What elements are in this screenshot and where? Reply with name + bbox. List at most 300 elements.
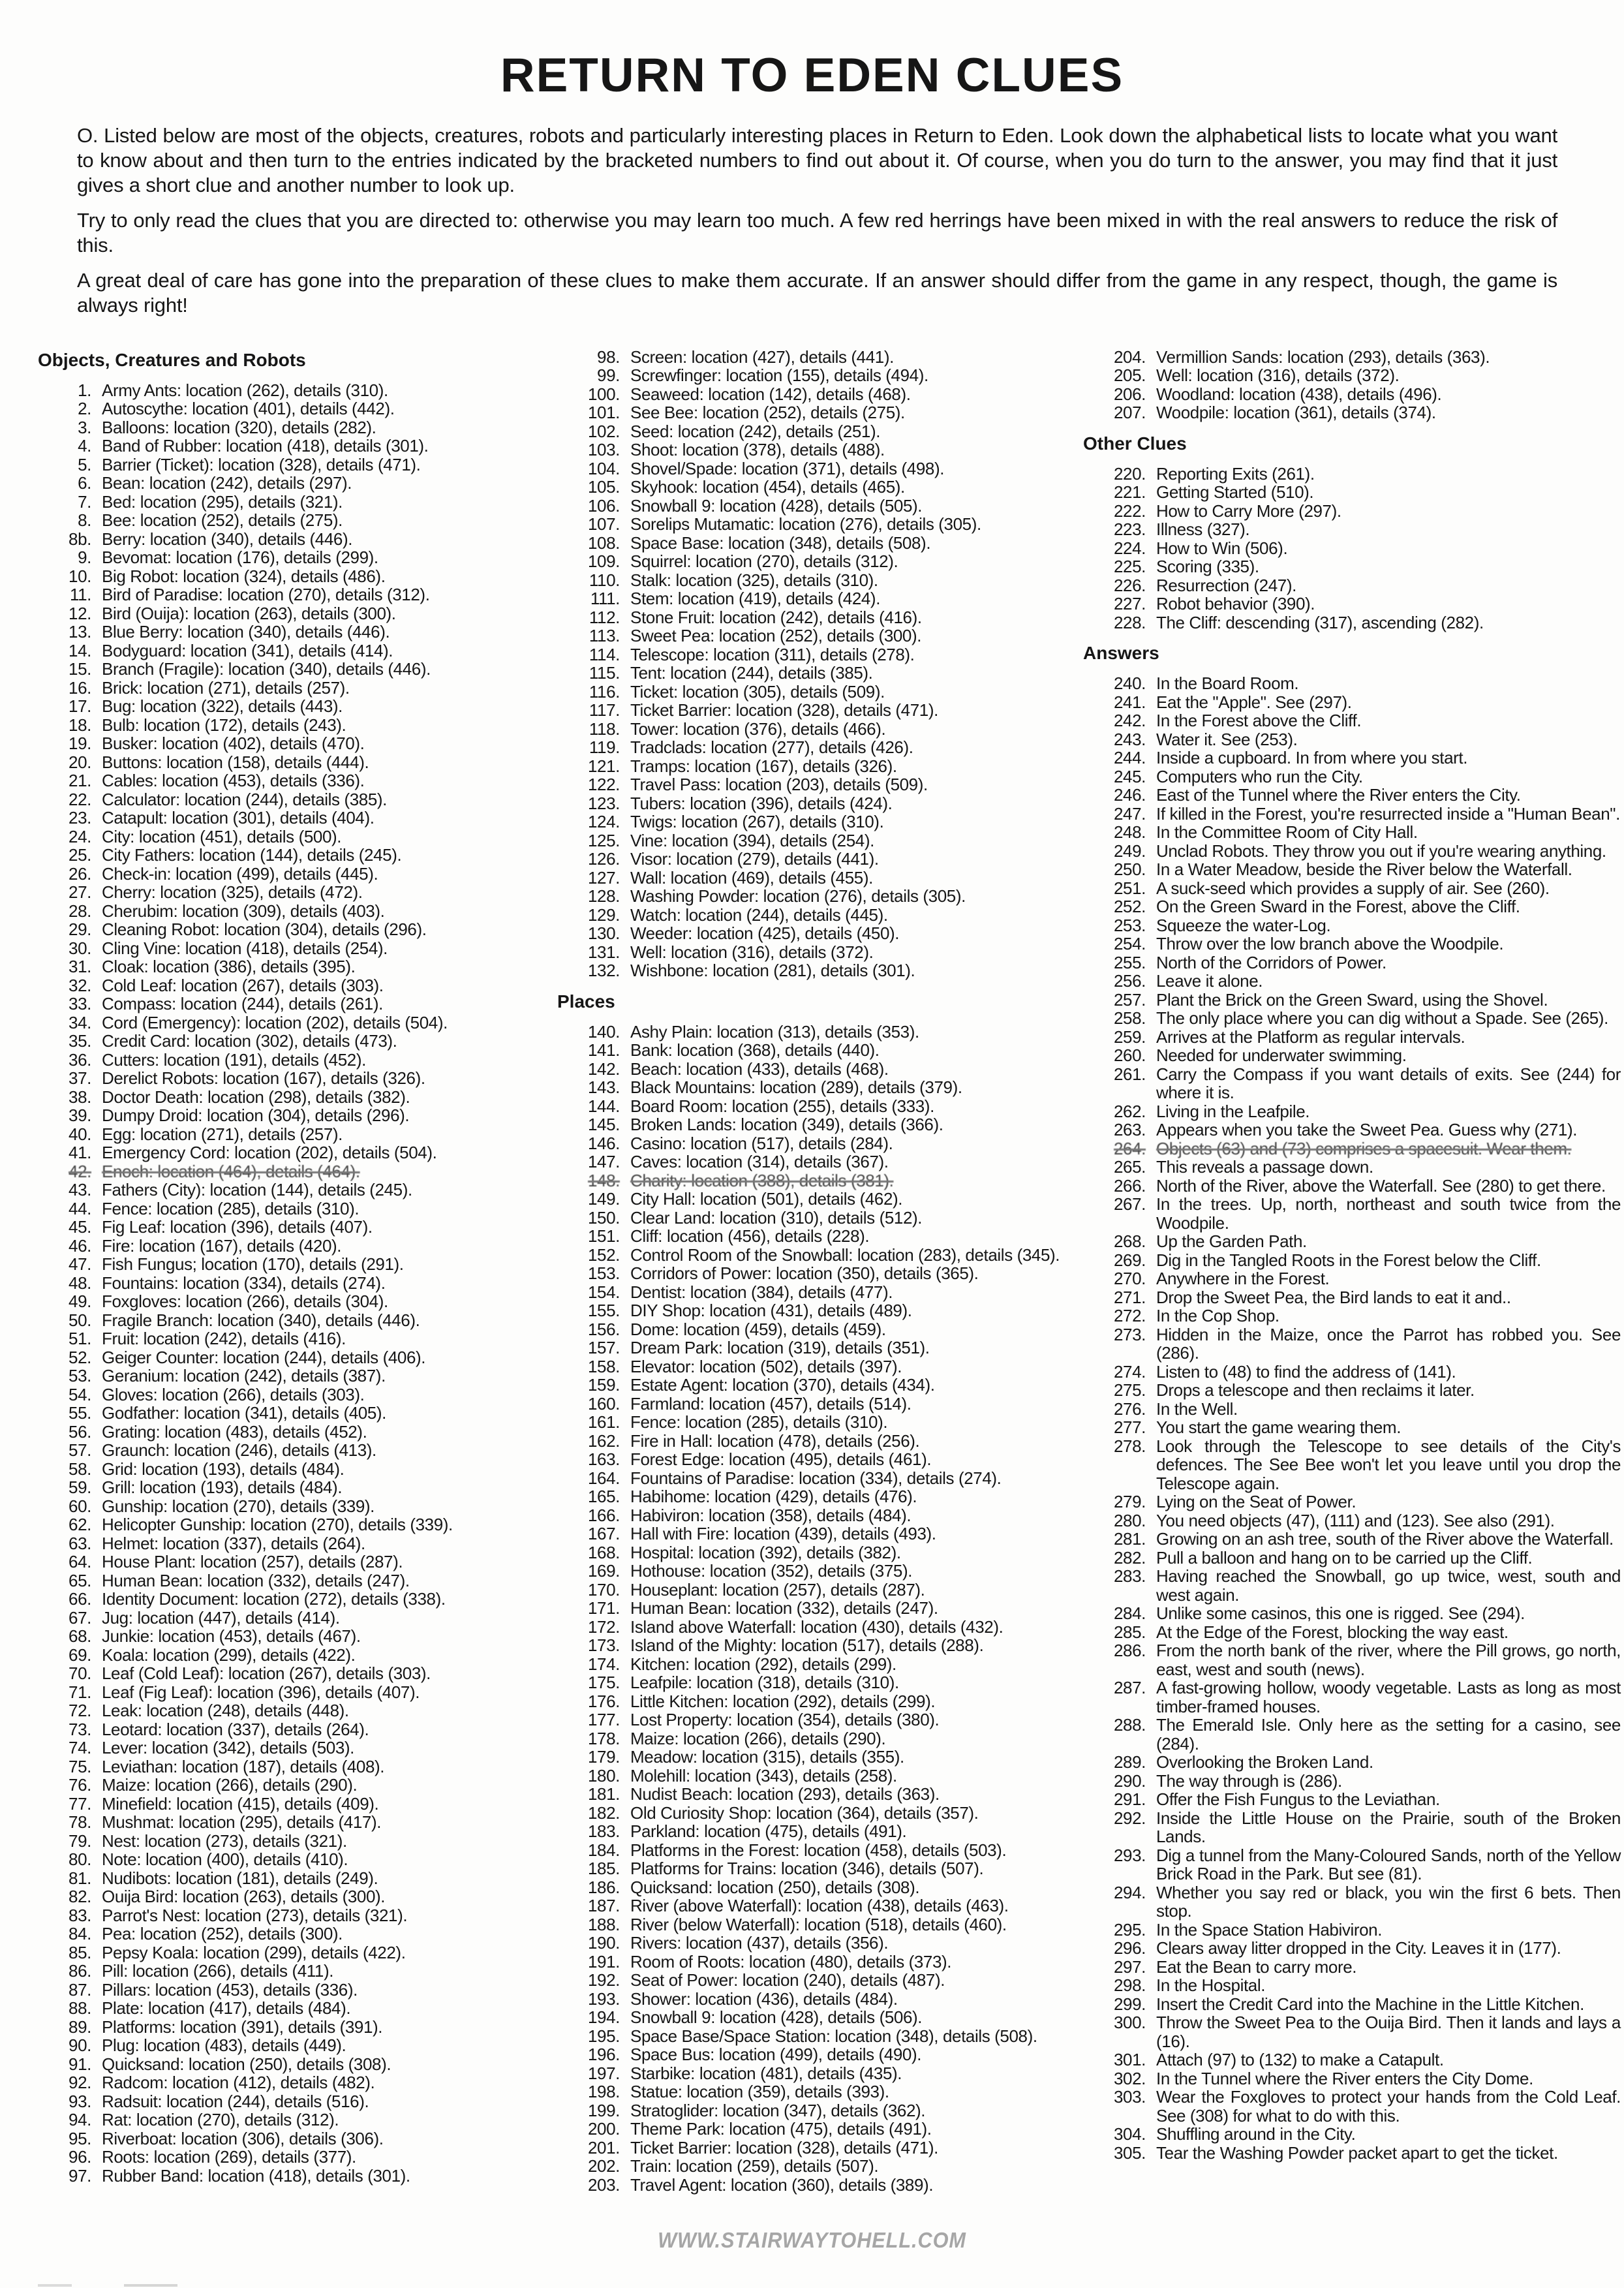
clue-number: 8b. <box>69 529 91 549</box>
clue-number: 77. <box>69 1793 91 1814</box>
clue-number: 240. <box>1113 673 1146 694</box>
clue-number: 259. <box>1113 1027 1146 1047</box>
clue-item <box>553 1171 1079 1190</box>
clue-text: Dig a tunnel from the Many-Coloured Sands, north of the Yellow Brick Road in the Park. But see (81). <box>1156 1845 1621 1884</box>
clue-text: Hidden in the Maize, once the Parrot has robbed you. See (286). <box>1156 1324 1621 1363</box>
clue-number: 50. <box>69 1310 91 1330</box>
clue-item <box>34 2036 553 2055</box>
clue-text: Unlike some casinos, this one is rigged. See (294). <box>1156 1603 1525 1624</box>
clue-text: Egg: location (271), details (257). <box>102 1124 343 1144</box>
clue-item <box>553 1227 1079 1246</box>
clue-text: Theme Park: location (475), details (491). <box>630 2119 932 2139</box>
clue-number: 22. <box>69 789 91 809</box>
clue-number: 267. <box>1113 1194 1146 1214</box>
clue-number: 29. <box>69 920 91 940</box>
clue-number: 265. <box>1113 1157 1146 1177</box>
clue-item <box>553 1338 1079 1357</box>
clue-number: 176. <box>587 1691 620 1711</box>
clue-item <box>34 2129 553 2148</box>
clue-text: Clears away litter dropped in the City. Leaves it in (177). <box>1156 1938 1561 1958</box>
clue-text: On the Green Sward in the Forest, above the Cliff. <box>1156 897 1520 917</box>
clue-text: Unclad Robots. They throw you out if you're wearing anything. <box>1156 841 1606 861</box>
clue-number: 175. <box>587 1673 620 1693</box>
clue-text: Dome: location (459), details (459). <box>630 1319 886 1339</box>
clue-text: Godfather: location (341), details (405). <box>102 1403 386 1423</box>
clue-item <box>553 1060 1079 1079</box>
clue-number: 63. <box>69 1533 91 1553</box>
clue-text: Grating: location (483), details (452). <box>102 1421 367 1442</box>
clue-text: In the Well. <box>1156 1399 1238 1419</box>
clue-number: 181. <box>587 1784 620 1804</box>
clue-number: 256. <box>1113 971 1146 991</box>
clue-text: Squirrel: location (270), details (312). <box>630 551 898 572</box>
clue-text: Band of Rubber: location (418), details (301). <box>102 436 429 456</box>
clue-item <box>34 1720 553 1739</box>
clue-item <box>34 920 553 939</box>
clue-text: Woodpile: location (361), details (374). <box>1156 403 1436 423</box>
clue-text: Derelict Robots: location (167), details (326). <box>102 1068 425 1089</box>
clue-text: Bean: location (242), details (297). <box>102 473 352 493</box>
clue-item <box>34 1795 553 1814</box>
clue-text: Up the Garden Path. <box>1156 1231 1307 1252</box>
clue-number: 274. <box>1113 1361 1146 1382</box>
clue-text: Dream Park: location (319), details (351). <box>630 1338 930 1358</box>
clue-text: Shoot: location (378), details (488). <box>630 440 885 460</box>
clue-number: 48. <box>69 1273 91 1293</box>
clue-item <box>1079 1139 1621 1158</box>
clue-text: Island of the Mighty: location (517), details (288). <box>630 1635 984 1656</box>
clue-text: Radcom: location (412), details (482). <box>102 2073 375 2093</box>
clue-number: 57. <box>69 1440 91 1461</box>
clue-item <box>553 1878 1079 1897</box>
clue-item <box>553 1953 1079 1971</box>
clue-number: 113. <box>589 626 620 646</box>
clue-text: House Plant: location (257), details (287). <box>102 1552 403 1572</box>
clue-item <box>1079 1492 1621 1511</box>
clue-item <box>34 771 553 790</box>
clue-item <box>553 1524 1079 1543</box>
clue-text: Parrot's Nest: location (273), details (321). <box>102 1905 408 1925</box>
clue-number: 140. <box>587 1021 620 1042</box>
clue-item <box>553 571 1079 590</box>
clue-number: 28. <box>69 901 91 921</box>
clue-item <box>34 790 553 809</box>
clue-item <box>1079 1437 1621 1493</box>
clue-item <box>553 1581 1079 1600</box>
clue-item <box>34 548 553 567</box>
clue-text: Lying on the Seat of Power. <box>1156 1492 1356 1512</box>
clue-text: Bank: location (368), details (440). <box>630 1040 880 1060</box>
clue-number: 52. <box>69 1347 91 1367</box>
clue-number: 242. <box>1113 711 1146 731</box>
clue-text: Big Robot: location (324), details (486). <box>102 566 386 586</box>
clue-text: Riverboat: location (306), details (306). <box>102 2128 384 2148</box>
clue-item <box>1079 1958 1621 1977</box>
clue-text: Rat: location (270), details (312). <box>102 2110 339 2130</box>
clue-item <box>1079 1381 1621 1400</box>
clue-text: Gunship: location (270), details (339). <box>102 1496 375 1516</box>
clue-item <box>553 2027 1079 2046</box>
clue-item <box>1079 842 1621 861</box>
clue-number: 40. <box>69 1124 91 1144</box>
clue-item <box>34 827 553 846</box>
clue-text: Tubers: location (396), details (424). <box>630 793 893 813</box>
section-heading: Places <box>557 991 615 1012</box>
clue-number: 16. <box>69 677 91 698</box>
clue-item <box>34 1274 553 1293</box>
clue-number: 260. <box>1113 1045 1146 1066</box>
clue-number: 228. <box>1113 612 1146 632</box>
clue-item <box>34 1553 553 1571</box>
clue-number: 295. <box>1113 1919 1146 1940</box>
clue-text: Water it. See (253). <box>1156 729 1298 749</box>
clue-item <box>1079 916 1621 935</box>
clue-number: 226. <box>1113 575 1146 595</box>
clue-item <box>553 497 1079 516</box>
clue-item <box>34 716 553 735</box>
clue-number: 49. <box>69 1291 91 1312</box>
clue-text: Human Bean: location (332), details (247). <box>630 1598 938 1618</box>
clue-item <box>1079 823 1621 842</box>
clue-number: 286. <box>1113 1641 1146 1661</box>
clue-item <box>1079 805 1621 824</box>
clue-number: 223. <box>1113 519 1146 540</box>
clue-text: In a Water Meadow, beside the River below the Waterfall. <box>1156 859 1572 880</box>
clue-text: Needed for underwater swimming. <box>1156 1045 1407 1066</box>
clue-number: 96. <box>69 2147 91 2167</box>
clue-number: 74. <box>69 1738 91 1758</box>
clue-text: Fountains of Paradise: location (334), details (274). <box>630 1468 1002 1488</box>
clue-text: Cord (Emergency): location (202), details (504). <box>102 1012 448 1032</box>
clue-text: How to Carry More (297). <box>1156 501 1341 521</box>
clue-item <box>553 478 1079 497</box>
clue-number: 197. <box>587 2063 620 2083</box>
clue-item <box>34 511 553 530</box>
clue-item <box>34 1701 553 1720</box>
clue-number: 173. <box>587 1635 620 1656</box>
clue-number: 298. <box>1113 1975 1146 1996</box>
clue-text: Bed: location (295), details (321). <box>102 491 343 512</box>
clue-item <box>553 1078 1079 1097</box>
clue-text: Plant the Brick on the Green Sward, using the Shovel. <box>1156 989 1548 1010</box>
clue-item <box>34 753 553 772</box>
clue-text: Train: location (259), details (507). <box>630 2156 879 2176</box>
clue-item <box>1079 1921 1621 1940</box>
clue-text: See Bee: location (252), details (275). <box>630 403 905 423</box>
clue-item <box>1079 1009 1621 1028</box>
clue-text: Cutters: location (191), details (452). <box>102 1049 366 1070</box>
clue-number: 129. <box>587 904 620 925</box>
section-heading: Objects, Creatures and Robots <box>38 349 306 370</box>
clue-text: Corridors of Power: location (350), details (365). <box>630 1263 979 1284</box>
clue-item <box>553 1804 1079 1823</box>
clue-number: 24. <box>69 826 91 846</box>
clue-text: City: location (451), details (500). <box>102 826 342 846</box>
clue-item <box>34 1869 553 1888</box>
clue-text: Roots: location (269), details (377). <box>102 2147 356 2167</box>
clue-item <box>1079 1790 1621 1809</box>
clue-number: 116. <box>589 681 620 702</box>
clue-number: 7. <box>78 491 91 512</box>
clue-item <box>34 976 553 995</box>
clue-text: Habihome: location (429), details (476). <box>630 1487 917 1507</box>
clue-number: 304. <box>1113 2124 1146 2144</box>
clue-item <box>553 1301 1079 1320</box>
clue-item <box>34 530 553 549</box>
clue-number: 45. <box>69 1217 91 1237</box>
clue-number: 37. <box>69 1068 91 1089</box>
clue-item <box>34 1497 553 1516</box>
clue-item <box>1079 935 1621 953</box>
clue-number: 27. <box>69 882 91 903</box>
clue-text: River (below Waterfall): location (518), details (460). <box>630 1914 1007 1934</box>
clue-number: 159. <box>587 1375 620 1395</box>
clue-number: 21. <box>69 771 91 791</box>
clue-text: Living in the Leafpile. <box>1156 1101 1310 1121</box>
clue-number: 191. <box>587 1951 620 1971</box>
clue-text: Helicopter Gunship: location (270), details (339). <box>102 1515 453 1535</box>
clue-text: Fish Fungus; location (170), details (291). <box>102 1254 404 1275</box>
clue-text: Seed: location (242), details (251). <box>630 421 881 441</box>
clue-number: 46. <box>69 1235 91 1256</box>
clue-number: 258. <box>1113 1008 1146 1028</box>
clue-number: 167. <box>587 1524 620 1544</box>
clue-text: Inside the Little House on the Prairie, south of the Broken Lands. <box>1156 1808 1621 1847</box>
clue-text: Dig in the Tangled Roots in the Forest below the Cliff. <box>1156 1250 1541 1270</box>
section-heading: Other Clues <box>1083 433 1187 454</box>
clue-number: 89. <box>69 2017 91 2037</box>
clue-text: Emergency Cord: location (202), details (504). <box>102 1143 437 1163</box>
clue-text: Habiviron: location (358), details (484). <box>630 1505 912 1525</box>
clue-text: Tradclads: location (277), details (426). <box>630 737 913 758</box>
clue-text: Carry the Compass if you want details of exits. See (244) for where it is. <box>1156 1064 1621 1103</box>
clue-text: Travel Agent: location (360), details (389). <box>630 2174 934 2195</box>
clue-text: Army Ants: location (262), details (310). <box>102 380 388 400</box>
clue-text: Pill: location (266), details (411). <box>102 1961 334 1981</box>
clue-text: Throw over the low branch above the Woodpile. <box>1156 934 1504 954</box>
clue-number: 245. <box>1113 766 1146 786</box>
clue-text: Shower: location (436), details (484). <box>630 1988 898 2009</box>
clue-item <box>34 865 553 884</box>
clue-number: 183. <box>587 1821 620 1842</box>
clue-text: Shuffling around in the City. <box>1156 2124 1356 2144</box>
clue-number: 59. <box>69 1477 91 1498</box>
clue-item <box>553 441 1079 459</box>
clue-text: Leviathan: location (187), details (408). <box>102 1756 385 1776</box>
clue-number: 114. <box>589 644 620 664</box>
clue-item <box>1079 348 1621 367</box>
clue-number: 276. <box>1113 1399 1146 1419</box>
clue-column-1 <box>34 348 553 2186</box>
clue-text: Telescope: location (311), details (278). <box>630 644 915 664</box>
clue-item <box>34 604 553 623</box>
clue-item <box>1079 2050 1621 2069</box>
clue-item <box>553 720 1079 739</box>
clue-text: Fire in Hall: location (478), details (256). <box>630 1430 920 1451</box>
clue-text: Bird of Paradise: location (270), details (312). <box>102 585 430 605</box>
clue-number: 20. <box>69 752 91 772</box>
clue-text: Parkland: location (475), details (491). <box>630 1821 907 1842</box>
clue-text: The Cliff: descending (317), ascending (282). <box>1156 612 1484 632</box>
clue-item <box>1079 897 1621 916</box>
clue-text: Farmland: location (457), details (514). <box>630 1393 912 1414</box>
clue-text: Maize: location (266), details (290). <box>630 1728 886 1748</box>
clue-item <box>1079 767 1621 786</box>
clue-text: How to Win (506). <box>1156 538 1288 558</box>
clue-number: 111. <box>590 589 620 609</box>
clue-text: Brick: location (271), details (257). <box>102 677 350 698</box>
clue-item <box>34 995 553 1013</box>
clue-text: Weeder: location (425), details (450). <box>630 923 900 944</box>
clue-item <box>553 757 1079 776</box>
clue-text: Vine: location (394), details (254). <box>630 830 874 850</box>
clue-item <box>553 1841 1079 1860</box>
clue-number: 92. <box>69 2073 91 2093</box>
clue-text: Enoch: location (464), details (464). <box>102 1161 360 1181</box>
clue-text: In the Board Room. <box>1156 673 1299 694</box>
clue-item <box>553 1097 1079 1116</box>
clue-number: 81. <box>69 1868 91 1888</box>
clue-number: 163. <box>587 1449 620 1470</box>
clue-item <box>553 534 1079 553</box>
clue-number: 3. <box>78 417 91 437</box>
clue-item <box>34 1125 553 1144</box>
scan-artifact <box>38 2284 72 2287</box>
clue-item <box>34 642 553 660</box>
clue-number: 17. <box>69 696 91 717</box>
clue-item <box>34 679 553 698</box>
clue-text: Tower: location (376), details (466). <box>630 719 886 739</box>
clue-item <box>1079 991 1621 1010</box>
clue-item <box>1079 576 1621 595</box>
clue-item <box>1079 1306 1621 1325</box>
clue-number: 41. <box>69 1143 91 1163</box>
clue-text: Graunch: location (246), details (413). <box>102 1440 376 1461</box>
clue-item <box>1079 1753 1621 1772</box>
clue-text: Barrier (Ticket): location (328), details (471). <box>102 454 421 474</box>
clue-item <box>34 493 553 512</box>
clue-item <box>553 589 1079 608</box>
clue-number: 78. <box>69 1812 91 1832</box>
clue-number: 252. <box>1113 897 1146 917</box>
clue-item <box>1079 1363 1621 1382</box>
clue-text: In the Space Station Habiviron. <box>1156 1919 1383 1940</box>
clue-text: The way through is (286). <box>1156 1770 1342 1791</box>
clue-text: Catapult: location (301), details (404). <box>102 808 375 828</box>
clue-number: 272. <box>1113 1306 1146 1326</box>
clue-text: Skyhook: location (454), details (465). <box>630 477 905 497</box>
clue-text: Dentist: location (384), details (477). <box>630 1282 893 1302</box>
clue-item <box>34 1088 553 1107</box>
clue-text: Wear the Foxgloves to protect your hands from the Cold Leaf. See (308) for what to do with this. <box>1156 2087 1621 2126</box>
clue-text: Leaf (Fig Leaf): location (396), details (407). <box>102 1682 420 1702</box>
clue-text: Fragile Branch: location (340), details (446). <box>102 1310 420 1330</box>
clue-text: Charity: location (388), details (381). <box>630 1170 894 1190</box>
clue-item <box>1079 1641 1621 1678</box>
clue-text: Platforms in the Forest: location (458), details (503). <box>630 1840 1007 1860</box>
clue-item <box>1079 2088 1621 2125</box>
clue-number: 221. <box>1113 482 1146 502</box>
clue-number: 254. <box>1113 934 1146 954</box>
clue-item <box>553 1915 1079 1934</box>
clue-number: 294. <box>1113 1882 1146 1902</box>
clue-text: In the Hospital. <box>1156 1975 1266 1996</box>
clue-item <box>1079 520 1621 539</box>
clue-number: 43. <box>69 1180 91 1200</box>
clue-number: 157. <box>587 1338 620 1358</box>
clue-item <box>553 794 1079 813</box>
clue-number: 88. <box>69 1998 91 2018</box>
clue-text: Pillars: location (453), details (336). <box>102 1979 358 2000</box>
clue-text: A fast-growing hollow, woody vegetable. Lasts as long as most timber-framed houses. <box>1156 1678 1621 1716</box>
clue-text: Shovel/Spade: location (371), details (498). <box>630 458 945 478</box>
clue-text: Geiger Counter: location (244), details (406). <box>102 1347 426 1367</box>
clue-item <box>553 1023 1079 1042</box>
clue-text: In the Committee Room of City Hall. <box>1156 822 1418 843</box>
clue-item <box>553 1692 1079 1711</box>
clue-number: 6. <box>78 473 91 493</box>
clue-text: Cleaning Robot: location (304), details (296). <box>102 920 427 940</box>
clue-text: Starbike: location (481), details (435). <box>630 2063 902 2083</box>
clue-number: 51. <box>69 1329 91 1349</box>
clue-text: Insert the Credit Card into the Machine in the Little Kitchen. <box>1156 1994 1584 2014</box>
clue-text: Cloak: location (386), details (395). <box>102 957 356 977</box>
clue-number: 90. <box>69 2035 91 2056</box>
intro <box>77 123 1557 318</box>
clue-number: 169. <box>587 1561 620 1581</box>
clue-item <box>553 1469 1079 1488</box>
clue-item <box>553 1487 1079 1506</box>
clue-item <box>34 2092 553 2111</box>
clue-item <box>1079 1511 1621 1530</box>
clue-item <box>34 1757 553 1776</box>
clue-item <box>553 1636 1079 1655</box>
clue-item <box>1079 502 1621 521</box>
clue-text: Rubber Band: location (418), details (301). <box>102 2165 410 2186</box>
clue-number: 199. <box>587 2100 620 2120</box>
clue-text: Nudibots: location (181), details (249). <box>102 1868 378 1888</box>
clue-item <box>34 1999 553 2018</box>
clue-number: 225. <box>1113 557 1146 577</box>
clue-text: Fence: location (285), details (310). <box>630 1412 888 1432</box>
clue-number: 270. <box>1113 1269 1146 1289</box>
clue-number: 182. <box>587 1802 620 1823</box>
clue-text: Control Room of the Snowball: location (283), details (345). <box>630 1244 1060 1265</box>
clue-text: Having reached the Snowball, go up twice, west, south and west again. <box>1156 1566 1621 1605</box>
clue-number: 146. <box>587 1133 620 1153</box>
clue-text: Pepsy Koala: location (299), details (422). <box>102 1942 406 1962</box>
clue-number: 86. <box>69 1961 91 1981</box>
clue-number: 72. <box>69 1701 91 1721</box>
clue-item <box>1079 483 1621 502</box>
clue-number: 128. <box>587 886 620 906</box>
clue-number: 282. <box>1113 1547 1146 1568</box>
clue-number: 149. <box>587 1189 620 1209</box>
clue-item <box>553 1896 1079 1915</box>
clue-item <box>34 1943 553 1962</box>
clue-item <box>34 2018 553 2037</box>
clue-number: 275. <box>1113 1380 1146 1400</box>
clue-item <box>34 1143 553 1162</box>
clue-number: 269. <box>1113 1250 1146 1270</box>
clue-number: 168. <box>587 1542 620 1562</box>
clue-number: 145. <box>587 1115 620 1135</box>
clue-item <box>34 1218 553 1237</box>
clue-item <box>553 812 1079 831</box>
clue-text: DIY Shop: location (431), details (489). <box>630 1301 912 1321</box>
clue-item <box>34 1534 553 1553</box>
clue-number: 54. <box>69 1384 91 1404</box>
